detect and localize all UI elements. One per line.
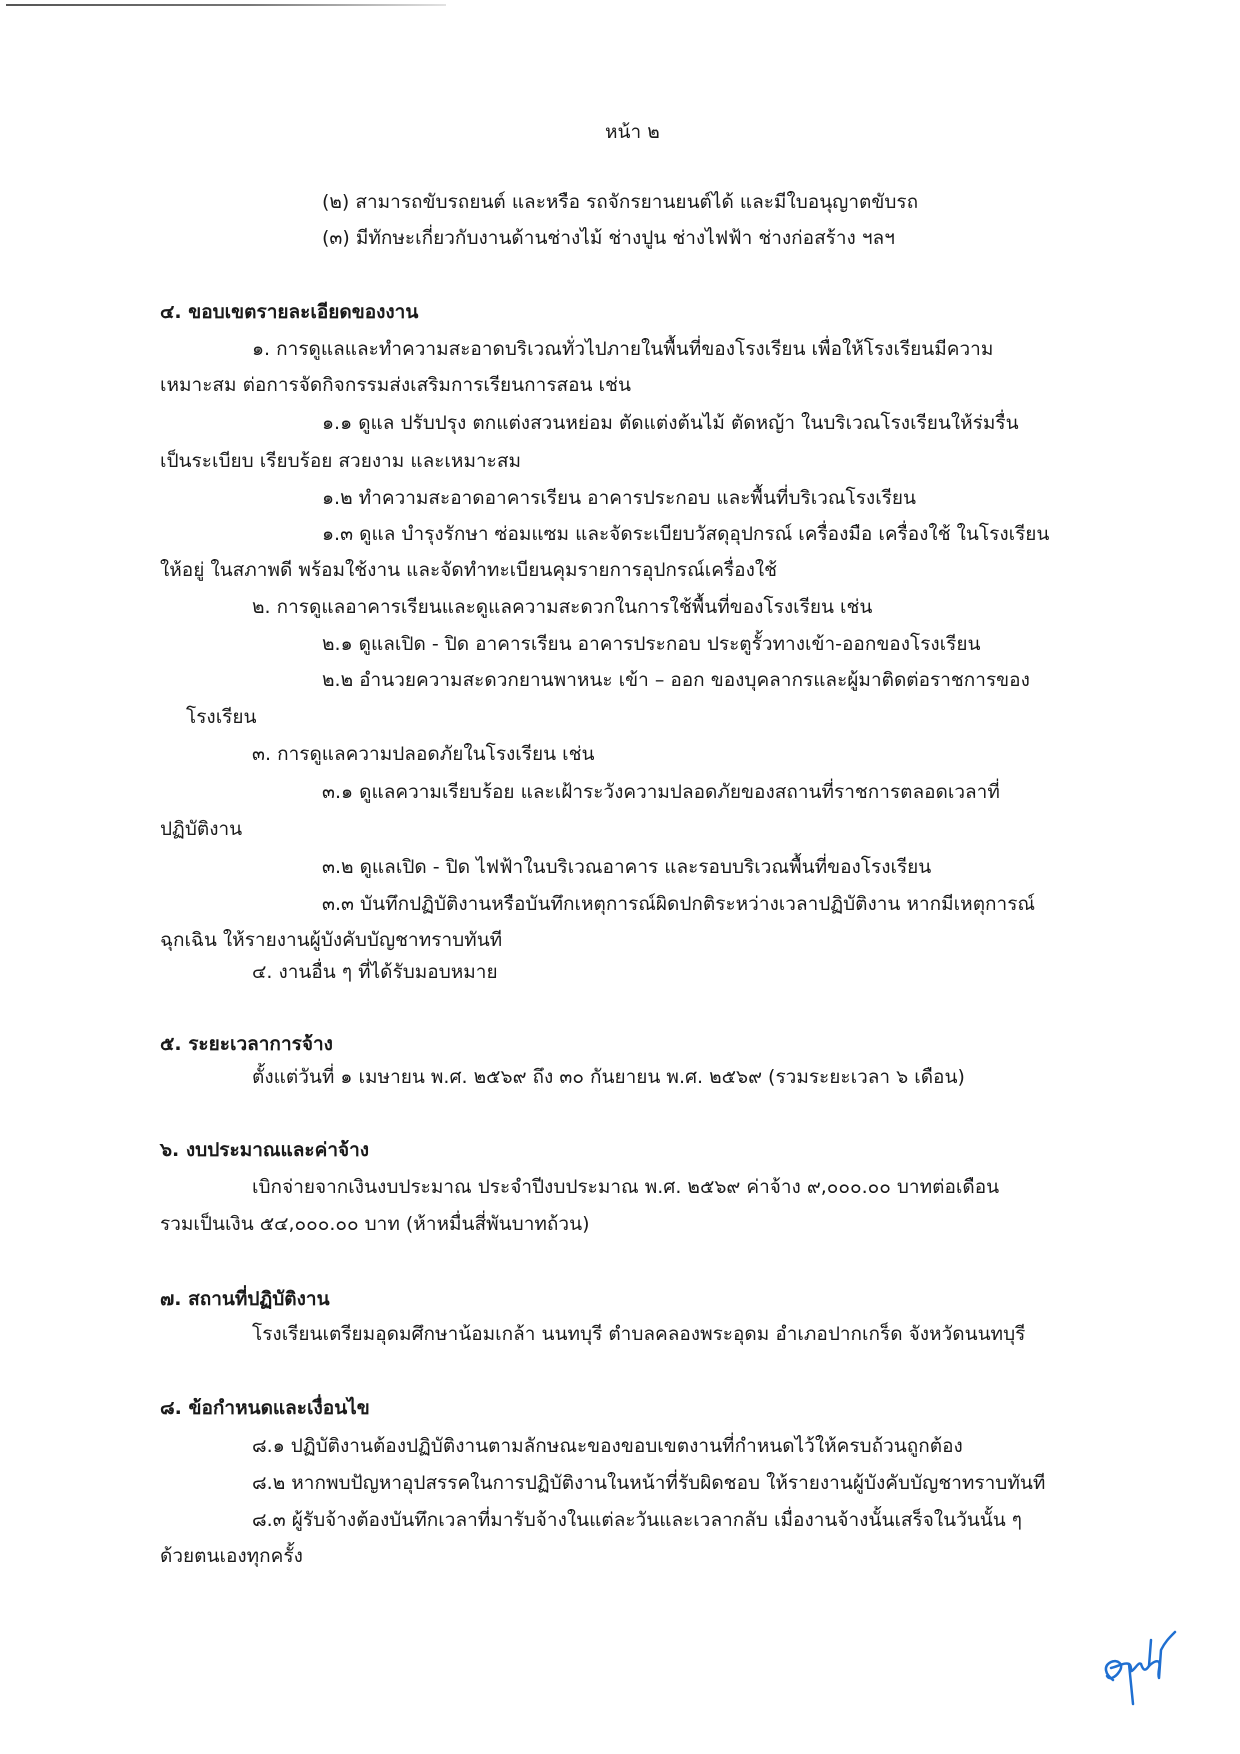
section7-heading: ๗. สถานที่ปฏิบัติงาน (160, 1288, 330, 1310)
section4-item2-2-line2: โรงเรียน (186, 706, 257, 728)
section4-item3-1-line1: ๓.๑ ดูแลความเรียบร้อย และเฝ้าระวังความปลอดภัยของสถานที่ราชการตลอดเวลาที่ (322, 781, 1000, 803)
section4-item1-3-line1: ๑.๓ ดูแล บำรุงรักษา ซ่อมแซม และจัดระเบียบวัสดุอุปกรณ์ เครื่องมือ เครื่องใช้ ในโรงเรียน (322, 523, 1050, 545)
section4-item3-3-line1: ๓.๓ บันทึกปฏิบัติงานหรือบันทึกเหตุการณ์ผิดปกติระหว่างเวลาปฏิบัติงาน หากมีเหตุการณ์ (322, 893, 1036, 915)
qualification-2: (๒) สามารถขับรถยนต์ และหรือ รถจักรยานยนต์ได้ และมีใบอนุญาตขับรถ (322, 191, 919, 213)
scan-edge-line (6, 4, 446, 6)
section6-body-line2: รวมเป็นเงิน ๕๔,๐๐๐.๐๐ บาท (ห้าหมื่นสี่พันบาทถ้วน) (160, 1213, 590, 1235)
section5-body: ตั้งแต่วันที่ ๑ เมษายน พ.ศ. ๒๕๖๙ ถึง ๓๐ กันยายน พ.ศ. ๒๕๖๙ (รวมระยะเวลา ๖ เดือน) (252, 1066, 965, 1088)
section4-item1-line1: ๑. การดูแลและทำความสะอาดบริเวณทั่วไปภายในพื้นที่ของโรงเรียน เพื่อให้โรงเรียนมีความ (252, 338, 994, 360)
section8-item3-line1: ๘.๓ ผู้รับจ้างต้องบันทึกเวลาที่มารับจ้างในแต่ละวันและเวลากลับ เมื่องานจ้างนั้นเสร็จในวันนั้น ๆ (252, 1509, 1023, 1531)
section4-item3-3-line2: ฉุกเฉิน ให้รายงานผู้บังคับบัญชาทราบทันที (160, 929, 503, 951)
section8-item3-line2: ด้วยตนเองทุกครั้ง (160, 1545, 303, 1567)
section4-item4: ๔. งานอื่น ๆ ที่ได้รับมอบหมาย (252, 961, 498, 983)
section4-item2-2-line1: ๒.๒ อำนวยความสะดวกยานพาหนะ เข้า – ออก ของบุคลากรและผู้มาติดต่อราชการของ (322, 669, 1030, 691)
page-number: หน้า ๒ (605, 121, 660, 143)
section4-item1-1-line1: ๑.๑ ดูแล ปรับปรุง ตกแต่งสวนหย่อม ตัดแต่งต้นไม้ ตัดหญ้า ในบริเวณโรงเรียนให้ร่มรื่น (322, 412, 1019, 434)
section8-heading: ๘. ข้อกำหนดและเงื่อนไข (160, 1397, 370, 1419)
signature-scribble-icon (1095, 1622, 1185, 1712)
section4-item3: ๓. การดูแลความปลอดภัยในโรงเรียน เช่น (252, 743, 595, 765)
signature (1095, 1622, 1185, 1712)
section4-item2-1: ๒.๑ ดูแลเปิด - ปิด อาคารเรียน อาคารประกอบ ประตูรั้วทางเข้า-ออกของโรงเรียน (322, 633, 981, 655)
qualification-3: (๓) มีทักษะเกี่ยวกับงานด้านช่างไม้ ช่างปูน ช่างไฟฟ้า ช่างก่อสร้าง ฯลฯ (322, 227, 895, 249)
section4-item1-1-line2: เป็นระเบียบ เรียบร้อย สวยงาม และเหมาะสม (160, 450, 521, 472)
section4-heading: ๔. ขอบเขตรายละเอียดของงาน (160, 301, 419, 323)
section4-item3-2: ๓.๒ ดูแลเปิด - ปิด ไฟฟ้าในบริเวณอาคาร และรอบบริเวณพื้นที่ของโรงเรียน (322, 856, 932, 878)
section7-body: โรงเรียนเตรียมอุดมศึกษาน้อมเกล้า นนทบุรี ตำบลคลองพระอุดม อำเภอปากเกร็ด จังหวัดนนทบุรี (252, 1323, 1026, 1345)
section4-item2: ๒. การดูแลอาคารเรียนและดูแลความสะดวกในการใช้พื้นที่ของโรงเรียน เช่น (252, 596, 873, 618)
section8-item2: ๘.๒ หากพบปัญหาอุปสรรคในการปฏิบัติงานในหน้าที่รับผิดชอบ ให้รายงานผู้บังคับบัญชาทราบทันที (252, 1472, 1046, 1494)
section4-item1-2: ๑.๒ ทำความสะอาดอาคารเรียน อาคารประกอบ และพื้นที่บริเวณโรงเรียน (322, 487, 917, 509)
section4-item1-3-line2: ให้อยู่ ในสภาพดี พร้อมใช้งาน และจัดทำทะเบียนคุมรายการอุปกรณ์เครื่องใช้ (160, 559, 778, 581)
section6-body-line1: เบิกจ่ายจากเงินงบประมาณ ประจำปีงบประมาณ พ.ศ. ๒๕๖๙ ค่าจ้าง ๙,๐๐๐.๐๐ บาทต่อเดือน (252, 1176, 1000, 1198)
section4-item1-line2: เหมาะสม ต่อการจัดกิจกรรมส่งเสริมการเรียนการสอน เช่น (160, 374, 631, 396)
section8-item1: ๘.๑ ปฏิบัติงานต้องปฏิบัติงานตามลักษณะของขอบเขตงานที่กำหนดไว้ให้ครบถ้วนถูกต้อง (252, 1435, 963, 1457)
section4-item3-1-line2: ปฏิบัติงาน (160, 818, 243, 840)
section6-heading: ๖. งบประมาณและค่าจ้าง (160, 1139, 370, 1161)
section5-heading: ๕. ระยะเวลาการจ้าง (160, 1033, 333, 1055)
